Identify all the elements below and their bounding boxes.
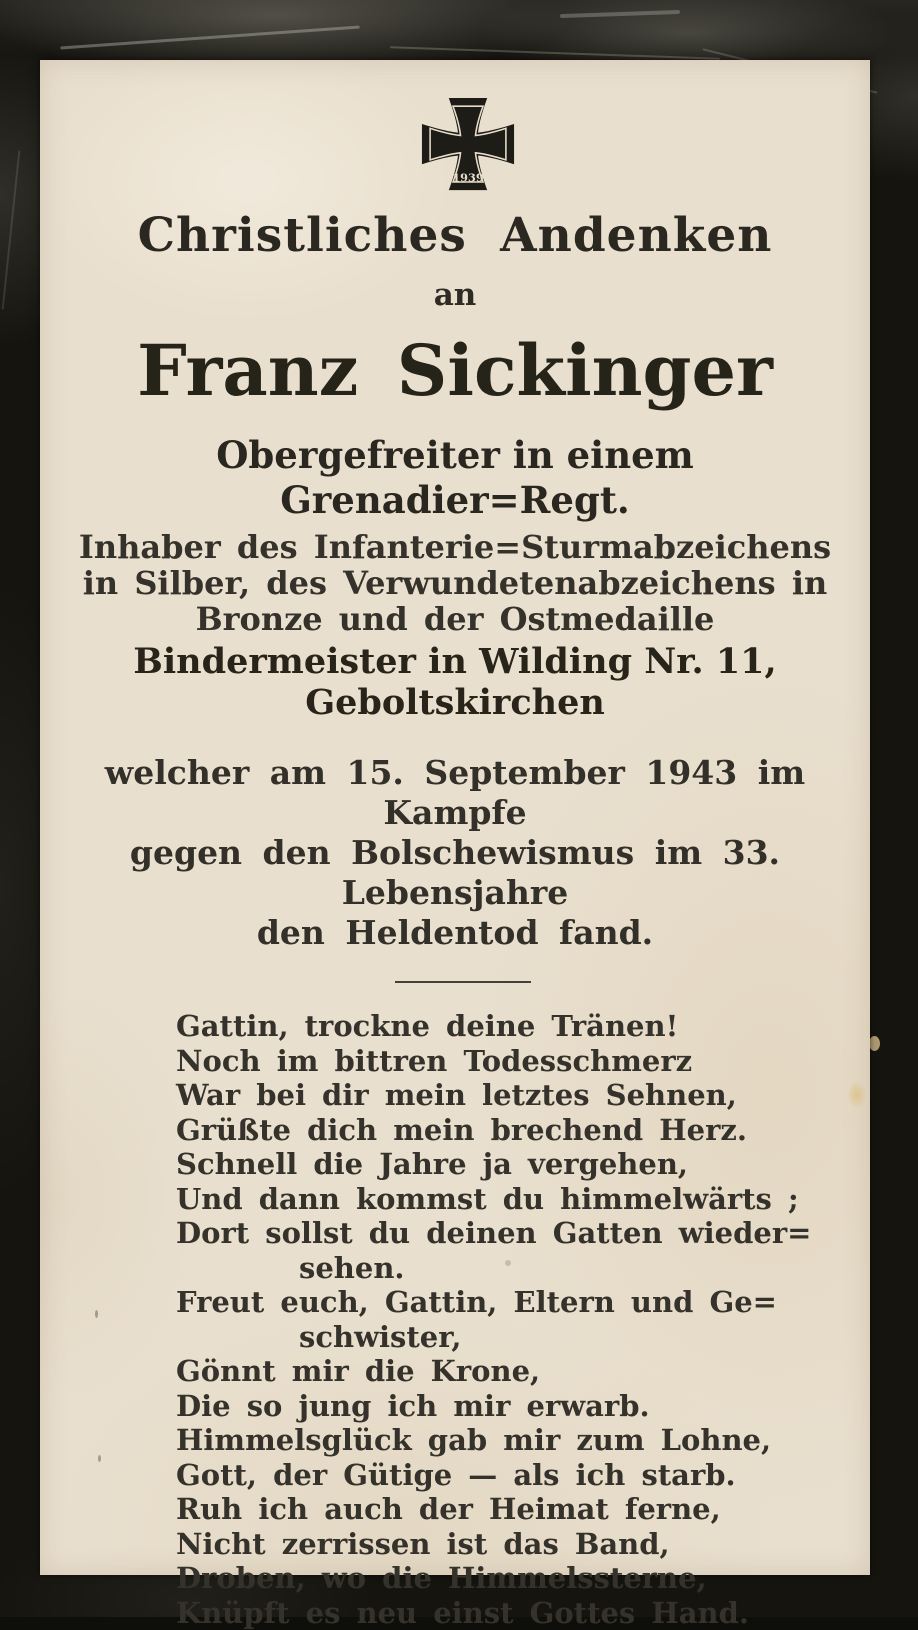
poem-line: Gattin, trockne deine Tränen! xyxy=(176,1009,870,1044)
poem-line: Freut euch, Gattin, Eltern und Ge= xyxy=(176,1285,870,1320)
poem-line: Himmelsglück gab mir zum Lohne, xyxy=(176,1423,870,1458)
border-scratch-texture xyxy=(390,46,720,60)
residence-line: Geboltskirchen xyxy=(40,682,870,723)
residence-line: Bindermeister in Wilding Nr. 11, xyxy=(40,641,870,682)
card-title: Christliches Andenken xyxy=(40,208,870,263)
border-scratch-texture xyxy=(60,26,359,50)
deceased-name: Franz Sickinger xyxy=(40,323,870,419)
poem-line: Gönnt mir die Krone, xyxy=(176,1354,870,1389)
honors-section xyxy=(40,529,870,637)
paper-speck xyxy=(98,1455,101,1462)
poem-line: Nicht zerrissen ist das Band, xyxy=(176,1527,870,1562)
emblem-year-label: 1939 xyxy=(452,171,484,185)
border-scratch-texture xyxy=(2,150,21,309)
paper-stain xyxy=(848,1082,866,1108)
iron-cross-icon xyxy=(421,94,515,198)
poem-line: Gott, der Gütige — als ich starb. xyxy=(176,1458,870,1493)
poem-line: Schnell die Jahre ja vergehen, xyxy=(176,1147,870,1182)
paper-speck xyxy=(505,1260,511,1266)
poem-line: Und dann kommst du himmelwärts ; xyxy=(176,1182,870,1217)
border-chip-damage xyxy=(869,1036,880,1051)
poem-line: schwister, xyxy=(176,1320,870,1355)
poem-line: Noch im bittren Todesschmerz xyxy=(176,1044,870,1079)
border-scratch-texture xyxy=(560,10,680,18)
memorial-poem xyxy=(40,1009,870,1630)
poem-line: Grüßte dich mein brechend Herz. xyxy=(176,1113,870,1148)
poem-line: Ruh ich auch der Heimat ferne, xyxy=(176,1492,870,1527)
poem-line: Dort sollst du deinen Gatten wieder= xyxy=(176,1216,870,1251)
poem-line: Droben, wo die Himmelssterne, xyxy=(176,1561,870,1596)
obituary-line: welcher am 15. September 1943 im Kampfe xyxy=(40,753,870,833)
section-divider xyxy=(395,981,531,983)
memorial-card xyxy=(40,60,870,1575)
honors-line: Bronze und der Ostmedaille xyxy=(40,601,870,637)
obituary-section xyxy=(40,753,870,953)
poem-line: War bei dir mein letztes Sehnen, xyxy=(176,1078,870,1113)
honors-line: Inhaber des Infanterie=Sturmabzeichens xyxy=(40,529,870,565)
title-preposition: an xyxy=(40,277,870,313)
poem-line: sehen. xyxy=(176,1251,870,1286)
obituary-line: den Heldentod fand. xyxy=(40,913,870,953)
residence-section xyxy=(40,641,870,723)
paper-speck xyxy=(95,1310,98,1318)
poem-line: Knüpft es neu einst Gottes Hand. xyxy=(176,1596,870,1630)
poem-line: Die so jung ich mir erwarb. xyxy=(176,1389,870,1424)
military-rank-line: Obergefreiter in einem Grenadier=Regt. xyxy=(40,433,870,523)
obituary-line: gegen den Bolschewismus im 33. Lebensjahre xyxy=(40,833,870,913)
honors-line: in Silber, des Verwundetenabzeichens in xyxy=(40,565,870,601)
